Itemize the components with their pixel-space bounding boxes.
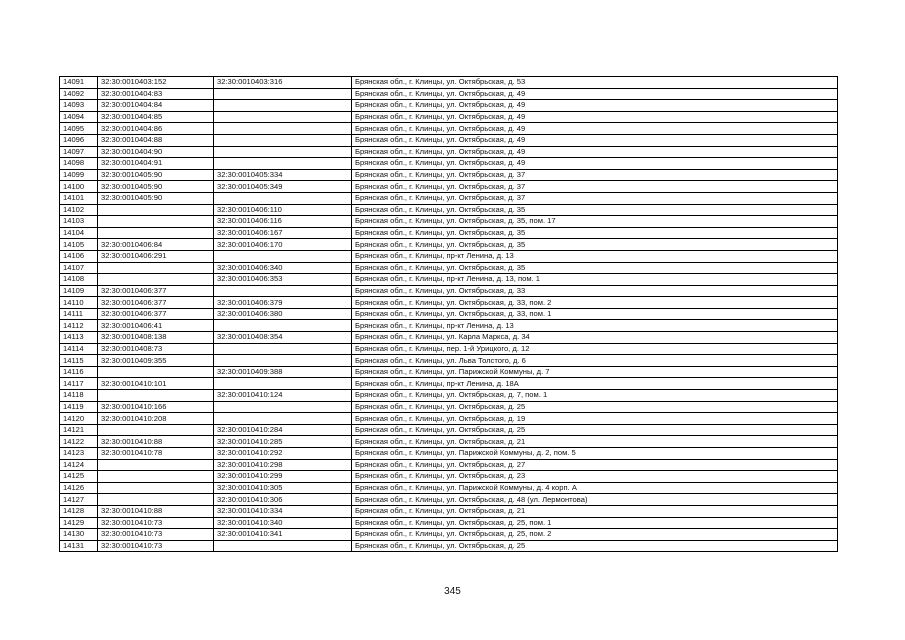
building-cadastral-number-cell: 32:30:0010410:299	[214, 471, 352, 483]
land-cadastral-number-cell: 32:30:0010406:377	[98, 285, 214, 297]
land-cadastral-number-cell: 32:30:0010404:85	[98, 111, 214, 123]
table-row	[60, 169, 838, 181]
table-row	[60, 146, 838, 158]
row-number-cell: 14126	[60, 482, 98, 494]
building-cadastral-number-cell	[214, 123, 352, 135]
row-number-cell: 14120	[60, 413, 98, 425]
table-row	[60, 239, 838, 251]
building-cadastral-number-cell: 32:30:0010406:340	[214, 262, 352, 274]
table-row	[60, 540, 838, 552]
table-row	[60, 262, 838, 274]
land-cadastral-number-cell: 32:30:0010404:91	[98, 158, 214, 170]
table-row	[60, 123, 838, 135]
land-cadastral-number-cell: 32:30:0010404:88	[98, 134, 214, 146]
address-cell: Брянская обл., г. Клинцы, ул. Октябрьская, д. 35	[352, 239, 838, 251]
row-number-cell: 14097	[60, 146, 98, 158]
row-number-cell: 14113	[60, 332, 98, 344]
address-cell: Брянская обл., г. Клинцы, пер. 1-й Урицкого, д. 12	[352, 343, 838, 355]
building-cadastral-number-cell: 32:30:0010403:316	[214, 77, 352, 89]
building-cadastral-number-cell: 32:30:0010405:334	[214, 169, 352, 181]
address-cell: Брянская обл., г. Клинцы, ул. Октябрьская, д. 49	[352, 134, 838, 146]
building-cadastral-number-cell: 32:30:0010410:334	[214, 505, 352, 517]
row-number-cell: 14094	[60, 111, 98, 123]
address-cell: Брянская обл., г. Клинцы, ул. Октябрьская, д. 35, пом. 17	[352, 216, 838, 228]
address-cell: Брянская обл., г. Клинцы, пр-кт Ленина, д. 13	[352, 250, 838, 262]
address-cell: Брянская обл., г. Клинцы, ул. Октябрьская, д. 49	[352, 158, 838, 170]
table-row	[60, 250, 838, 262]
building-cadastral-number-cell	[214, 192, 352, 204]
land-cadastral-number-cell: 32:30:0010410:88	[98, 436, 214, 448]
building-cadastral-number-cell: 32:30:0010410:306	[214, 494, 352, 506]
building-cadastral-number-cell: 32:30:0010410:124	[214, 390, 352, 402]
row-number-cell: 14128	[60, 505, 98, 517]
row-number-cell: 14105	[60, 239, 98, 251]
table-row	[60, 77, 838, 89]
building-cadastral-number-cell	[214, 540, 352, 552]
address-cell: Брянская обл., г. Клинцы, ул. Карла Маркса, д. 34	[352, 332, 838, 344]
address-cell: Брянская обл., г. Клинцы, ул. Октябрьская, д. 35	[352, 262, 838, 274]
table-row	[60, 390, 838, 402]
row-number-cell: 14101	[60, 192, 98, 204]
building-cadastral-number-cell	[214, 285, 352, 297]
land-cadastral-number-cell	[98, 204, 214, 216]
address-cell: Брянская обл., г. Клинцы, ул. Октябрьская, д. 33, пом. 1	[352, 308, 838, 320]
land-cadastral-number-cell: 32:30:0010404:83	[98, 88, 214, 100]
row-number-cell: 14118	[60, 390, 98, 402]
row-number-cell: 14104	[60, 227, 98, 239]
building-cadastral-number-cell: 32:30:0010408:354	[214, 332, 352, 344]
land-cadastral-number-cell: 32:30:0010410:78	[98, 448, 214, 460]
row-number-cell: 14096	[60, 134, 98, 146]
land-cadastral-number-cell: 32:30:0010408:138	[98, 332, 214, 344]
address-cell: Брянская обл., г. Клинцы, ул. Парижской Коммуны, д. 2, пом. 5	[352, 448, 838, 460]
row-number-cell: 14125	[60, 471, 98, 483]
building-cadastral-number-cell: 32:30:0010405:349	[214, 181, 352, 193]
building-cadastral-number-cell	[214, 100, 352, 112]
building-cadastral-number-cell: 32:30:0010406:379	[214, 297, 352, 309]
row-number-cell: 14110	[60, 297, 98, 309]
address-cell: Брянская обл., г. Клинцы, ул. Октябрьская, д. 25	[352, 401, 838, 413]
property-registry-table	[59, 76, 838, 552]
building-cadastral-number-cell: 32:30:0010406:167	[214, 227, 352, 239]
table-row	[60, 285, 838, 297]
table-row	[60, 111, 838, 123]
address-cell: Брянская обл., г. Клинцы, ул. Октябрьская, д. 35	[352, 227, 838, 239]
table-row	[60, 216, 838, 228]
land-cadastral-number-cell	[98, 390, 214, 402]
land-cadastral-number-cell: 32:30:0010404:84	[98, 100, 214, 112]
row-number-cell: 14093	[60, 100, 98, 112]
page-number: 345	[444, 586, 461, 597]
land-cadastral-number-cell: 32:30:0010410:166	[98, 401, 214, 413]
table-row	[60, 471, 838, 483]
address-cell: Брянская обл., г. Клинцы, ул. Октябрьская, д. 33	[352, 285, 838, 297]
building-cadastral-number-cell: 32:30:0010406:380	[214, 308, 352, 320]
address-cell: Брянская обл., г. Клинцы, ул. Октябрьская, д. 25, пом. 1	[352, 517, 838, 529]
row-number-cell: 14107	[60, 262, 98, 274]
table-row	[60, 355, 838, 367]
row-number-cell: 14121	[60, 424, 98, 436]
row-number-cell: 14095	[60, 123, 98, 135]
table-row	[60, 517, 838, 529]
row-number-cell: 14111	[60, 308, 98, 320]
table-row	[60, 274, 838, 286]
address-cell: Брянская обл., г. Клинцы, ул. Льва Толстого, д. 6	[352, 355, 838, 367]
table-row	[60, 343, 838, 355]
address-cell: Брянская обл., г. Клинцы, ул. Октябрьская, д. 35	[352, 204, 838, 216]
table-row	[60, 482, 838, 494]
building-cadastral-number-cell	[214, 88, 352, 100]
land-cadastral-number-cell: 32:30:0010409:355	[98, 355, 214, 367]
land-cadastral-number-cell	[98, 424, 214, 436]
land-cadastral-number-cell: 32:30:0010410:208	[98, 413, 214, 425]
building-cadastral-number-cell: 32:30:0010410:305	[214, 482, 352, 494]
address-cell: Брянская обл., г. Клинцы, ул. Октябрьская, д. 49	[352, 146, 838, 158]
address-cell: Брянская обл., г. Клинцы, ул. Октябрьская, д. 7, пом. 1	[352, 390, 838, 402]
building-cadastral-number-cell	[214, 111, 352, 123]
address-cell: Брянская обл., г. Клинцы, ул. Октябрьская, д. 25, пом. 2	[352, 529, 838, 541]
land-cadastral-number-cell	[98, 471, 214, 483]
table-row	[60, 378, 838, 390]
row-number-cell: 14124	[60, 459, 98, 471]
row-number-cell: 14119	[60, 401, 98, 413]
building-cadastral-number-cell	[214, 158, 352, 170]
address-cell: Брянская обл., г. Клинцы, ул. Октябрьская, д. 37	[352, 181, 838, 193]
building-cadastral-number-cell	[214, 355, 352, 367]
table-row	[60, 181, 838, 193]
address-cell: Брянская обл., г. Клинцы, пр-кт Ленина, д. 18А	[352, 378, 838, 390]
row-number-cell: 14103	[60, 216, 98, 228]
building-cadastral-number-cell	[214, 134, 352, 146]
row-number-cell: 14100	[60, 181, 98, 193]
address-cell: Брянская обл., г. Клинцы, ул. Октябрьская, д. 48 (ул. Лермонтова)	[352, 494, 838, 506]
building-cadastral-number-cell	[214, 378, 352, 390]
table-row	[60, 505, 838, 517]
land-cadastral-number-cell	[98, 459, 214, 471]
row-number-cell: 14129	[60, 517, 98, 529]
building-cadastral-number-cell: 32:30:0010406:170	[214, 239, 352, 251]
table-row	[60, 448, 838, 460]
registry-table-body	[60, 77, 838, 552]
row-number-cell: 14091	[60, 77, 98, 89]
land-cadastral-number-cell: 32:30:0010410:101	[98, 378, 214, 390]
row-number-cell: 14102	[60, 204, 98, 216]
building-cadastral-number-cell: 32:30:0010409:388	[214, 366, 352, 378]
land-cadastral-number-cell: 32:30:0010406:84	[98, 239, 214, 251]
building-cadastral-number-cell	[214, 320, 352, 332]
row-number-cell: 14112	[60, 320, 98, 332]
table-row	[60, 459, 838, 471]
address-cell: Брянская обл., г. Клинцы, ул. Октябрьская, д. 49	[352, 123, 838, 135]
address-cell: Брянская обл., г. Клинцы, ул. Октябрьская, д. 49	[352, 88, 838, 100]
table-row	[60, 204, 838, 216]
land-cadastral-number-cell: 32:30:0010404:86	[98, 123, 214, 135]
land-cadastral-number-cell	[98, 482, 214, 494]
row-number-cell: 14130	[60, 529, 98, 541]
row-number-cell: 14127	[60, 494, 98, 506]
row-number-cell: 14108	[60, 274, 98, 286]
address-cell: Брянская обл., г. Клинцы, ул. Октябрьская, д. 53	[352, 77, 838, 89]
building-cadastral-number-cell: 32:30:0010406:353	[214, 274, 352, 286]
land-cadastral-number-cell: 32:30:0010408:73	[98, 343, 214, 355]
address-cell: Брянская обл., г. Клинцы, пр-кт Ленина, д. 13, пом. 1	[352, 274, 838, 286]
land-cadastral-number-cell: 32:30:0010406:291	[98, 250, 214, 262]
address-cell: Брянская обл., г. Клинцы, ул. Октябрьская, д. 37	[352, 192, 838, 204]
land-cadastral-number-cell: 32:30:0010403:152	[98, 77, 214, 89]
table-row	[60, 424, 838, 436]
row-number-cell: 14114	[60, 343, 98, 355]
table-row	[60, 366, 838, 378]
table-row	[60, 297, 838, 309]
land-cadastral-number-cell: 32:30:0010410:73	[98, 540, 214, 552]
table-row	[60, 436, 838, 448]
row-number-cell: 14123	[60, 448, 98, 460]
land-cadastral-number-cell	[98, 227, 214, 239]
building-cadastral-number-cell: 32:30:0010410:341	[214, 529, 352, 541]
land-cadastral-number-cell: 32:30:0010406:377	[98, 297, 214, 309]
building-cadastral-number-cell	[214, 146, 352, 158]
land-cadastral-number-cell	[98, 366, 214, 378]
address-cell: Брянская обл., г. Клинцы, ул. Октябрьская, д. 49	[352, 111, 838, 123]
building-cadastral-number-cell	[214, 413, 352, 425]
address-cell: Брянская обл., г. Клинцы, ул. Октябрьская, д. 23	[352, 471, 838, 483]
land-cadastral-number-cell: 32:30:0010410:73	[98, 517, 214, 529]
land-cadastral-number-cell: 32:30:0010405:90	[98, 181, 214, 193]
table-row	[60, 494, 838, 506]
address-cell: Брянская обл., г. Клинцы, ул. Парижской Коммуны, д. 7	[352, 366, 838, 378]
table-row	[60, 88, 838, 100]
address-cell: Брянская обл., г. Клинцы, ул. Октябрьская, д. 25	[352, 540, 838, 552]
row-number-cell: 14117	[60, 378, 98, 390]
address-cell: Брянская обл., г. Клинцы, ул. Октябрьская, д. 25	[352, 424, 838, 436]
address-cell: Брянская обл., г. Клинцы, пр-кт Ленина, д. 13	[352, 320, 838, 332]
land-cadastral-number-cell	[98, 274, 214, 286]
land-cadastral-number-cell: 32:30:0010406:377	[98, 308, 214, 320]
row-number-cell: 14109	[60, 285, 98, 297]
row-number-cell: 14115	[60, 355, 98, 367]
address-cell: Брянская обл., г. Клинцы, ул. Октябрьская, д. 21	[352, 436, 838, 448]
building-cadastral-number-cell: 32:30:0010406:110	[214, 204, 352, 216]
land-cadastral-number-cell	[98, 494, 214, 506]
address-cell: Брянская обл., г. Клинцы, ул. Парижской Коммуны, д. 4 корп. А	[352, 482, 838, 494]
land-cadastral-number-cell: 32:30:0010404:90	[98, 146, 214, 158]
address-cell: Брянская обл., г. Клинцы, ул. Октябрьская, д. 49	[352, 100, 838, 112]
table-row	[60, 332, 838, 344]
table-row	[60, 227, 838, 239]
land-cadastral-number-cell: 32:30:0010405:90	[98, 169, 214, 181]
row-number-cell: 14116	[60, 366, 98, 378]
land-cadastral-number-cell: 32:30:0010410:73	[98, 529, 214, 541]
row-number-cell: 14131	[60, 540, 98, 552]
land-cadastral-number-cell	[98, 216, 214, 228]
address-cell: Брянская обл., г. Клинцы, ул. Октябрьская, д. 19	[352, 413, 838, 425]
building-cadastral-number-cell: 32:30:0010410:284	[214, 424, 352, 436]
building-cadastral-number-cell	[214, 343, 352, 355]
address-cell: Брянская обл., г. Клинцы, ул. Октябрьская, д. 27	[352, 459, 838, 471]
building-cadastral-number-cell	[214, 401, 352, 413]
building-cadastral-number-cell: 32:30:0010406:116	[214, 216, 352, 228]
land-cadastral-number-cell: 32:30:0010406:41	[98, 320, 214, 332]
address-cell: Брянская обл., г. Клинцы, ул. Октябрьская, д. 37	[352, 169, 838, 181]
table-row	[60, 100, 838, 112]
address-cell: Брянская обл., г. Клинцы, ул. Октябрьская, д. 21	[352, 505, 838, 517]
row-number-cell: 14098	[60, 158, 98, 170]
table-row	[60, 320, 838, 332]
building-cadastral-number-cell: 32:30:0010410:285	[214, 436, 352, 448]
address-cell: Брянская обл., г. Клинцы, ул. Октябрьская, д. 33, пом. 2	[352, 297, 838, 309]
table-row	[60, 413, 838, 425]
table-row	[60, 158, 838, 170]
building-cadastral-number-cell: 32:30:0010410:298	[214, 459, 352, 471]
row-number-cell: 14099	[60, 169, 98, 181]
table-row	[60, 529, 838, 541]
row-number-cell: 14122	[60, 436, 98, 448]
table-row	[60, 308, 838, 320]
row-number-cell: 14092	[60, 88, 98, 100]
row-number-cell: 14106	[60, 250, 98, 262]
table-row	[60, 134, 838, 146]
land-cadastral-number-cell: 32:30:0010410:88	[98, 505, 214, 517]
land-cadastral-number-cell	[98, 262, 214, 274]
building-cadastral-number-cell: 32:30:0010410:340	[214, 517, 352, 529]
table-row	[60, 192, 838, 204]
building-cadastral-number-cell: 32:30:0010410:292	[214, 448, 352, 460]
building-cadastral-number-cell	[214, 250, 352, 262]
land-cadastral-number-cell: 32:30:0010405:90	[98, 192, 214, 204]
table-row	[60, 401, 838, 413]
